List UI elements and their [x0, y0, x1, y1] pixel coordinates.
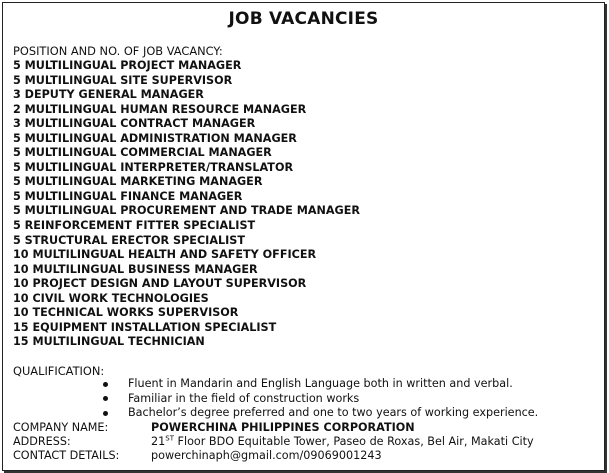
positions-heading: POSITION AND NO. OF JOB VACANCY:: [13, 44, 223, 58]
position-item: 15 MULTILINGUAL TECHNICIAN: [13, 335, 205, 349]
bullet-icon: [103, 396, 108, 401]
address-label: ADDRESS:: [13, 435, 71, 448]
positions-list: [13, 59, 360, 350]
position-item: 5 MULTILINGUAL MARKETING MANAGER: [13, 175, 263, 189]
bullet-icon: [103, 411, 108, 416]
position-item: 2 MULTILINGUAL HUMAN RESOURCE MANAGER: [13, 102, 307, 116]
position-item: 10 PROJECT DESIGN AND LAYOUT SUPERVISOR: [13, 277, 307, 291]
position-item: 10 MULTILINGUAL BUSINESS MANAGER: [13, 262, 258, 276]
position-item: 10 CIVIL WORK TECHNOLOGIES: [13, 291, 209, 305]
job-vacancy-notice: [2, 2, 605, 471]
qualifications-list: [103, 377, 538, 421]
position-item: 5 STRUCTURAL ERECTOR SPECIALIST: [13, 233, 245, 247]
qualification-text: Familiar in the field of construction works: [128, 391, 360, 405]
position-item: 5 REINFORCEMENT FITTER SPECIALIST: [13, 219, 256, 233]
address-floor: 21: [151, 435, 166, 448]
address-value: [151, 435, 534, 448]
position-item: 15 EQUIPMENT INSTALLATION SPECIALIST: [13, 320, 277, 334]
position-item: 5 MULTILINGUAL FINANCE MANAGER: [13, 189, 243, 203]
company-label: COMPANY NAME:: [13, 421, 109, 434]
position-item: 3 DEPUTY GENERAL MANAGER: [13, 88, 204, 102]
position-item: 5 MULTILINGUAL PROCUREMENT AND TRADE MANAGER: [13, 204, 360, 218]
position-item: 10 MULTILINGUAL HEALTH AND SAFETY OFFICER: [13, 248, 317, 262]
qualification-item: [103, 406, 538, 421]
position-item: 3 MULTILINGUAL CONTRACT MANAGER: [13, 117, 256, 131]
contact-value: powerchinaph@gmail.com/09069001243: [151, 449, 382, 462]
contact-label: CONTACT DETAILS:: [13, 449, 120, 462]
position-item: 5 MULTILINGUAL COMMERCIAL MANAGER: [13, 146, 272, 160]
qualification-item: [103, 392, 538, 407]
page-title: JOB VACANCIES: [228, 9, 379, 29]
address-floor-suffix: ST: [165, 434, 174, 443]
address-text: Floor BDO Equitable Tower, Paseo de Roxas, Bel Air, Makati City: [173, 435, 534, 448]
qualification-item: [103, 377, 538, 392]
company-name: POWERCHINA PHILIPPINES CORPORATION: [151, 421, 415, 434]
qualification-text: Bachelor’s degree preferred and one to two years of working experience.: [128, 406, 539, 420]
qualification-heading: QUALIFICATION:: [13, 364, 105, 378]
position-item: 5 MULTILINGUAL INTERPRETER/TRANSLATOR: [13, 160, 294, 174]
qualification-text: Fluent in Mandarin and English Language both in written and verbal.: [128, 377, 513, 390]
position-item: 10 TECHNICAL WORKS SUPERVISOR: [13, 306, 239, 320]
position-item: 5 MULTILINGUAL SITE SUPERVISOR: [13, 73, 233, 87]
position-item: 5 MULTILINGUAL PROJECT MANAGER: [13, 59, 242, 72]
position-item: 5 MULTILINGUAL ADMINISTRATION MANAGER: [13, 131, 297, 145]
bullet-icon: [103, 382, 108, 387]
